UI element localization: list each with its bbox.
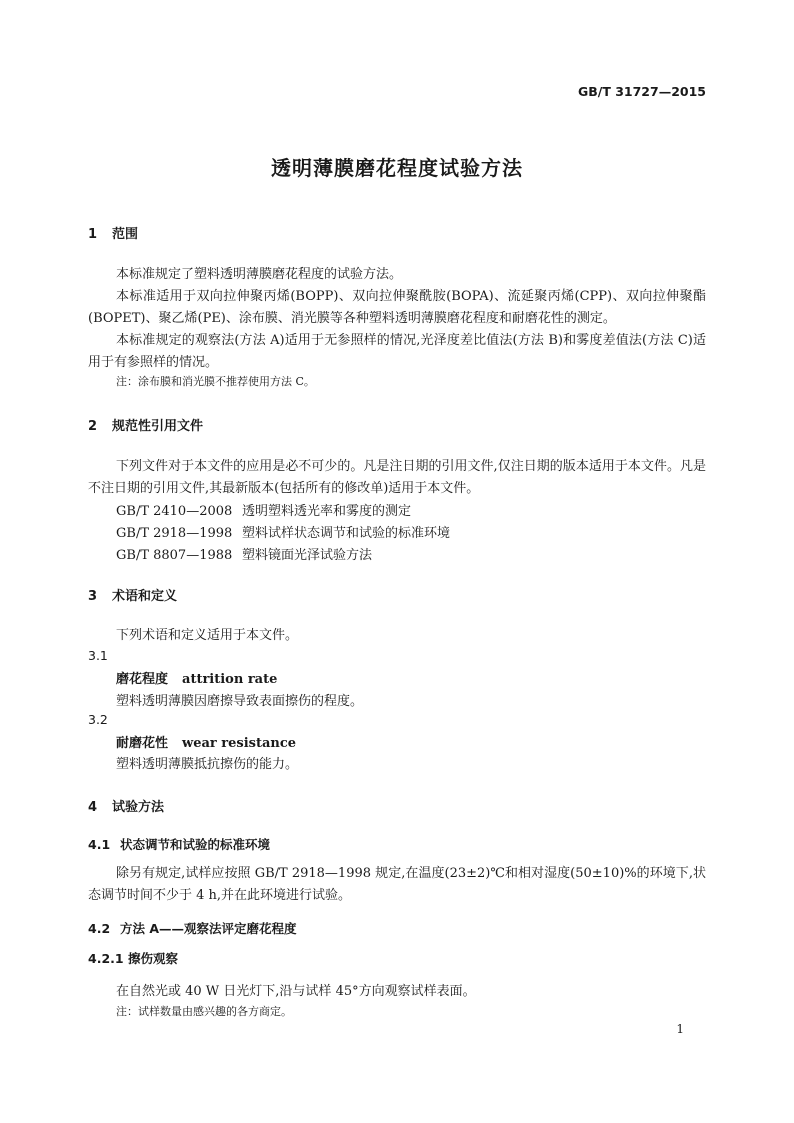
subsection-title: 擦伤观察	[128, 951, 179, 966]
section-title: 术语和定义	[112, 589, 178, 604]
subsection-number: 4.2	[88, 921, 111, 936]
section-number: 4	[88, 800, 98, 815]
section-3-heading	[88, 585, 177, 604]
reference-item	[116, 544, 372, 563]
subsection-4-2-heading	[88, 919, 297, 937]
paragraph: 本标准规定的观察法(方法 A)适用于无参照样的情况,光泽度差比值法(方法 B)和雾度差值法(方法 C)适用于有参照样的情况。	[88, 333, 706, 370]
section-4-heading	[88, 796, 164, 815]
section-1-heading	[88, 223, 138, 242]
term-definition: 塑料透明薄膜因磨擦导致表面擦伤的程度。	[116, 694, 364, 709]
section-title: 试验方法	[112, 800, 165, 815]
term-zh: 耐磨花性	[116, 736, 169, 751]
reference-title: 透明塑料透光率和雾度的测定	[242, 504, 412, 519]
paragraph: 下列术语和定义适用于本文件。	[116, 628, 299, 643]
reference-code: GB/T 2918—1998	[116, 526, 233, 541]
reference-title: 塑料试样状态调节和试验的标准环境	[242, 526, 451, 541]
reference-item	[116, 500, 411, 519]
term-entry	[116, 668, 277, 687]
term-en: wear resistance	[182, 736, 297, 751]
reference-code: GB/T 8807—1988	[116, 548, 233, 563]
section-number: 3	[88, 589, 98, 604]
subsection-title: 方法 A——观察法评定磨花程度	[120, 921, 297, 936]
section-title: 范围	[112, 227, 139, 242]
term-number: 3.2	[88, 712, 108, 727]
term-entry	[116, 732, 296, 751]
section-title: 规范性引用文件	[112, 419, 204, 434]
section-number: 2	[88, 419, 98, 434]
reference-title: 塑料镜面光泽试验方法	[242, 548, 373, 563]
paragraph: 下列文件对于本文件的应用是必不可少的。凡是注日期的引用文件,仅注日期的版本适用于本文件。凡是不注日期的引用文件,其最新版本(包括所有的修改单)适用于本文件。	[88, 459, 706, 496]
paragraph: 本标准规定了塑料透明薄膜磨花程度的试验方法。	[116, 267, 403, 282]
document-title: 透明薄膜磨花程度试验方法	[271, 156, 523, 180]
subsection-number: 4.1	[88, 837, 111, 852]
section-2-heading	[88, 415, 203, 434]
note: 注：试样数量由感兴趣的各方商定。	[116, 1005, 292, 1018]
term-number: 3.1	[88, 648, 108, 663]
paragraph: 除另有规定,试样应按照 GB/T 2918—1998 规定,在温度(23±2)℃和相对湿度(50±10)%的环境下,状态调节时间不少于 4 h,并在此环境进行试验。	[88, 866, 706, 903]
note: 注：涂布膜和消光膜不推荐使用方法 C。	[116, 375, 315, 388]
subsection-title: 状态调节和试验的标准环境	[120, 837, 271, 852]
paragraph: 本标准适用于双向拉伸聚丙烯(BOPP)、双向拉伸聚酰胺(BOPA)、流延聚丙烯(CPP)、双向拉伸聚酯(BOPET)、聚乙烯(PE)、涂布膜、消光膜等各种塑料透明薄膜磨花程度和耐磨花性的测定。	[88, 289, 706, 326]
reference-code: GB/T 2410—2008	[116, 504, 233, 519]
subsection-number: 4.2.1	[88, 951, 124, 966]
subsection-4-1-heading	[88, 835, 270, 853]
standard-code: GB/T 31727—2015	[577, 84, 706, 99]
subsection-4-2-1-heading	[88, 949, 178, 967]
term-zh: 磨花程度	[116, 672, 169, 687]
term-definition: 塑料透明薄膜抵抗擦伤的能力。	[116, 757, 299, 772]
term-en: attrition rate	[182, 672, 278, 687]
section-number: 1	[88, 227, 98, 242]
paragraph: 在自然光或 40 W 日光灯下,沿与试样 45°方向观察试样表面。	[116, 984, 476, 999]
page-number: 1	[676, 1022, 684, 1036]
reference-item	[116, 522, 450, 541]
